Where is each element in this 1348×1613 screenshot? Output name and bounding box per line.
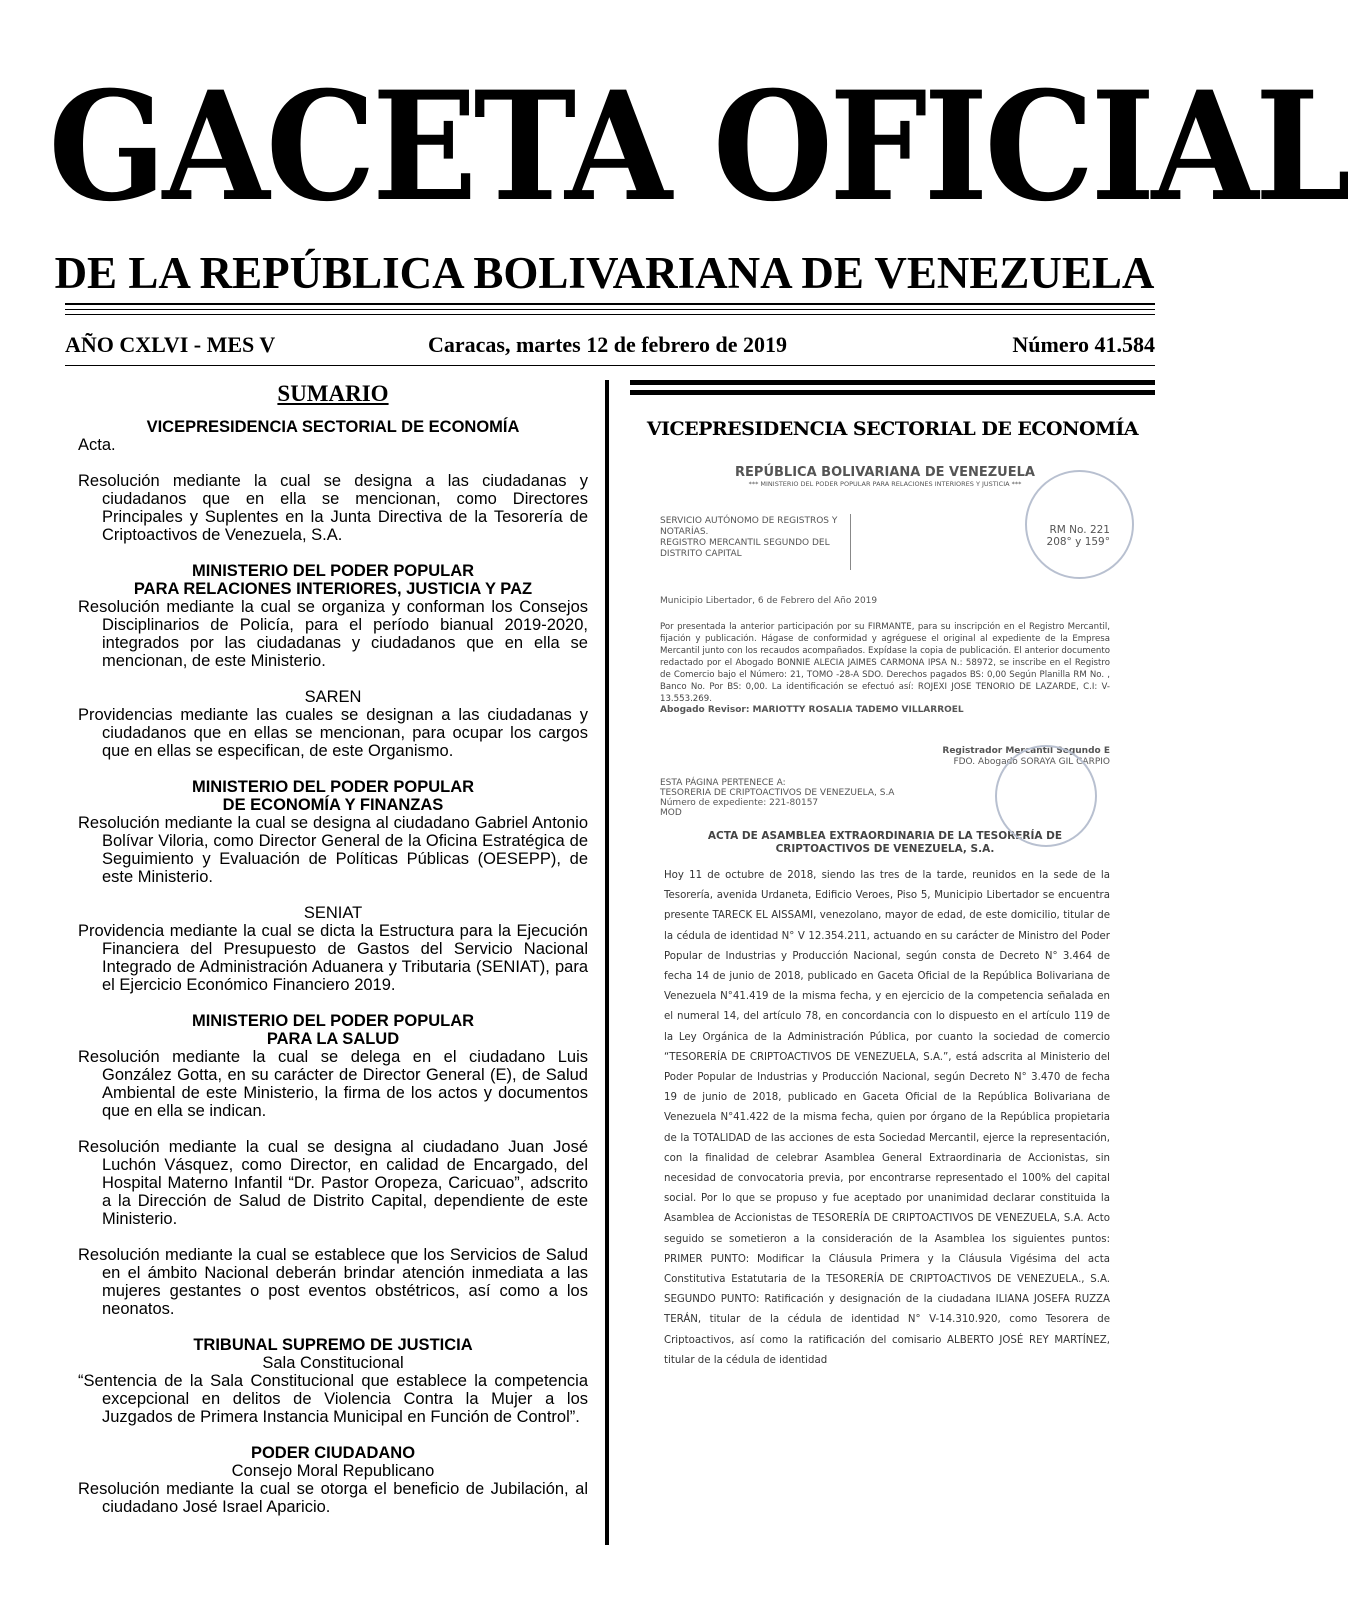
- belongs-line: MOD: [660, 808, 682, 818]
- sumario-section: [78, 1444, 588, 1516]
- section-title: TRIBUNAL SUPREMO DE JUSTICIA: [193, 1336, 473, 1354]
- sumario-item: Acta.: [78, 436, 116, 454]
- scan-registrar: Registrador Mercantil Segundo E: [942, 746, 1110, 756]
- acta-title-line: ACTA DE ASAMBLEA EXTRAORDINARIA DE LA TESORERÍA DE: [707, 830, 1063, 842]
- section-title: MINISTERIO DEL PODER POPULAR: [191, 1012, 475, 1030]
- column-divider: [605, 380, 609, 1545]
- scan-place-date: Municipio Libertador, 6 de Febrero del Año 2019: [660, 596, 878, 606]
- sumario-item: Providencia mediante la cual se dicta la Estructura para la Ejecución Financiera del Presupuesto de Gastos del Servicio Nacional Integrado de Administración Aduanera y Tributaria (SENIAT), para el Ejercicio Económico Financiero 2019.: [78, 922, 588, 994]
- registry-line: REGISTRO MERCANTIL SEGUNDO DEL: [660, 538, 830, 548]
- section-title: PARA LA SALUD: [266, 1030, 400, 1048]
- top-rule-thin: [65, 309, 1155, 310]
- sumario-section: [78, 904, 588, 994]
- scan-registrar-sign: FDO. Abogado SORAYA GIL CARPIO: [953, 757, 1110, 767]
- sumario-heading: SUMARIO: [277, 381, 389, 406]
- issue-date: Caracas, martes 12 de febrero de 2019: [428, 332, 788, 357]
- sumario-section: [78, 562, 588, 670]
- sumario-item: Resolución mediante la cual se designa a las ciudadanas y ciudadanos que en ella se mencionan, como Directores Principales y Suplentes en la Junta Directiva de la Tesorería de Criptoactivos de Venezuela, S.A.: [78, 472, 588, 544]
- sumario-item: Resolución mediante la cual se otorga el beneficio de Jubilación, al ciudadano José Israel Aparicio.: [78, 1480, 588, 1516]
- sumario-item: Resolución mediante la cual se delega en el ciudadano Luis González Gotta, en su carácter de Director General (E), de Salud Ambiental de este Ministerio, la firma de los actos y documentos que en ella se indican.: [78, 1048, 588, 1120]
- registry-divider: [850, 514, 851, 570]
- section-subtitle: Sala Constitucional: [262, 1354, 404, 1372]
- section-gap: [78, 1318, 588, 1336]
- section-title: PODER CIUDADANO: [250, 1444, 416, 1462]
- masthead-subtitle: DE LA REPÚBLICA BOLIVARIANA DE VENEZUELA: [54, 248, 1155, 298]
- belongs-line: Número de expediente: 221-80157: [660, 798, 819, 808]
- section-subtitle: Consejo Moral Republicano: [231, 1462, 435, 1480]
- sumario-section: [78, 1012, 588, 1318]
- sumario-item: Resolución mediante la cual se organiza y conforman los Consejos Disciplinarios de Policía, para el período bianual 2019-2020, integrados por las ciudadanas y ciudadanos que en ella se mencionan, de este Ministerio.: [78, 598, 588, 670]
- section-title: MINISTERIO DEL PODER POPULAR: [191, 778, 475, 796]
- section-title: VICEPRESIDENCIA SECTORIAL DE ECONOMÍA: [146, 418, 520, 436]
- section-gap: [78, 544, 588, 562]
- registry-seal-2: [995, 745, 1097, 847]
- sumario-item: “Sentencia de la Sala Constitucional que establece la competencia excepcional en delitos de Violencia Contra la Mujer a los Juzgados de Primera Instancia Municipal en Función de Control”.: [78, 1372, 588, 1426]
- scan-reviewer: Abogado Revisor: MARIOTTY ROSALIA TADEMO VILLARROEL: [660, 705, 964, 715]
- section-gap: [78, 1426, 588, 1444]
- right-section-title: VICEPRESIDENCIA SECTORIAL DE ECONOMÍA: [646, 418, 1139, 440]
- thick-bar: [630, 380, 1155, 385]
- thick-bar: [630, 390, 1155, 395]
- section-title: PARA RELACIONES INTERIORES, JUSTICIA Y PAZ: [133, 580, 533, 598]
- rm-years: 208° y 159°: [1046, 536, 1110, 548]
- registry-line: SERVICIO AUTÓNOMO DE REGISTROS Y: [660, 516, 838, 526]
- section-subtitle: SENIAT: [303, 904, 363, 922]
- sumario-section: [78, 688, 588, 760]
- sumario-item: Resolución mediante la cual se designa al ciudadano Juan José Luchón Vásquez, como Director, en calidad de Encargado, del Hospital Materno Infantil “Dr. Pastor Oropeza, Caricuao”, adscrito a la Dirección de Salud de Distrito Capital, dependiente de este Ministerio.: [78, 1138, 588, 1228]
- issue-info-bar: [65, 330, 1155, 360]
- item-gap: [78, 454, 588, 472]
- section-subtitle: SAREN: [304, 688, 362, 706]
- scan-ministry: *** MINISTERIO DEL PODER POPULAR PARA RELACIONES INTERIORES Y JUSTICIA ***: [748, 480, 1022, 488]
- registry-line: NOTARÍAS.: [660, 527, 709, 537]
- sumario-section: [78, 778, 588, 886]
- scan-acta-body: Hoy 11 de octubre de 2018, siendo las tres de la tarde, reunidos en la sede de la Tesorería, avenida Urdaneta, Edificio Veroes, Piso 5, Municipio Libertador se encuentra presente TARECK EL AISSAMI, venezolano, mayor de edad, de este domicilio, titular de la cédula de identidad N° V 12.354.211, actuando en su carácter de Ministro del Poder Popular de Industrias y Producción Nacional, según consta de Decreto N° 3.464 de fecha 14 de junio de 2018, publicado en Gaceta Oficial de la República Bolivariana de Venezuela N°41.419 de la misma fecha, y en ejercicio de la competencia señalada en el numeral 14, del artículo 78, en concordancia con lo dispuesto en el artículo 119 de la Ley Orgánica de la Administración Pública, por cuanto la sociedad de comercio “TESORERÍA DE CRIPTOACTIVOS DE VENEZUELA, S.A.”, está adscrita al Ministerio del Poder Popular de Industrias y Producción Nacional, según Decreto N° 3.470 de fecha 19 de junio de 2018, publicado en Gaceta Oficial de la República Bolivariana de Venezuela N°41.422 de la misma fecha, quien por órgano de la República propietaria de la TOTALIDAD de las acciones de esta Sociedad Mercantil, ejerce la representación, con la finalidad de celebrar Asamblea General Extraordinaria de Accionistas, sin necesidad de convocatoria previa, por encontrarse representado el 100% del capital social. Por lo que se propuso y fue aceptado por unanimidad declarar constituida la Asamblea de Accionistas de TESORERÍA DE CRIPTOACTIVOS DE VENEZUELA, S.A. Acto seguido se sometieron a la consideración de la Asamblea los siguientes puntos: PRIMER PUNTO: Modificar la Cláusula Primera y la Cláusula Vigésima del acta Constitutiva Estatutaria de la TESORERÍA DE CRIPTOACTIVOS DE VENEZUELA., S.A. SEGUNDO PUNTO: Ratificación y designación de la ciudadana ILIANA JOSEFA RUZZA TERÁN, titular de la cédula de identidad N° V-14.310.920, como Tesorera de Criptoactivos, así como la ratificación del comisario ALBERTO JOSÉ REY MARTÍNEZ, titular de la cédula de identidad: [664, 870, 1110, 1366]
- item-gap: [78, 1228, 588, 1246]
- top-rule: [65, 303, 1155, 305]
- scanned-document: [660, 465, 1110, 1371]
- issue-number: Número 41.584: [1012, 332, 1155, 357]
- masthead-title: GACETA OFICIAL: [48, 59, 1348, 235]
- item-gap: [78, 1120, 588, 1138]
- section-gap: [78, 886, 588, 904]
- right-column: [630, 380, 1155, 441]
- section-gap: [78, 760, 588, 778]
- scan-registry: [660, 516, 840, 560]
- section-gap: [78, 994, 588, 1012]
- registry-line: DISTRITO CAPITAL: [660, 549, 742, 559]
- year-month: AÑO CXLVI - MES V: [65, 332, 276, 357]
- acta-title-line: CRIPTOACTIVOS DE VENEZUELA, S.A.: [775, 843, 995, 855]
- info-rule: [65, 365, 1155, 366]
- belongs-line: TESORERIA DE CRIPTOACTIVOS DE VENEZUELA, S.A: [660, 788, 895, 798]
- registry-seal: [1025, 470, 1134, 579]
- section-gap: [78, 670, 588, 688]
- sumario-section: [78, 418, 588, 544]
- sumario-item: Resolución mediante la cual se establece que los Servicios de Salud en el ámbito Nacional deberán brindar atención inmediata a las mujeres gestantes o post eventos obstétricos, así como a los neonatos.: [78, 1246, 588, 1318]
- sumario-column: [78, 380, 588, 1516]
- section-title: MINISTERIO DEL PODER POPULAR: [191, 562, 475, 580]
- scan-registration-text: Por presentada la anterior participación por su FIRMANTE, para su inscripción en el Registro Mercantil, fijación y publicación. Hágase de conformidad y agréguese el original al expediente de la Empresa Mercantil junto con los recaudos acompañados. Expídase la copia de publicación. El anterior documento redactado por el Abogado BONNIE ALECIA JAIMES CARMONA IPSA N.: 58972, se inscribe en el Registro de Comercio bajo el Número: 21, TOMO -28-A SDO. Derechos pagados BS: 0,00 Según Planilla RM No. , Banco No. Por BS: 0,00. La identificación se efectuó así: ROJEXI JOSE TENORIO DE LAZARDE, C.I: V-13.553.269.: [660, 622, 1110, 704]
- section-title: DE ECONOMÍA Y FINANZAS: [222, 796, 444, 814]
- rm-number: RM No. 221: [1049, 524, 1110, 536]
- scan-header: REPÚBLICA BOLIVARIANA DE VENEZUELA: [735, 465, 1035, 480]
- sumario-item: Resolución mediante la cual se designa al ciudadano Gabriel Antonio Bolívar Viloria, como Director General de la Oficina Estratégica de Seguimiento y Evaluación de Políticas Públicas (OESEPP), de este Ministerio.: [78, 814, 588, 886]
- belongs-line: ESTA PÁGINA PERTENECE A:: [660, 778, 786, 788]
- sumario-section: [78, 1336, 588, 1426]
- top-rule-thin-2: [65, 314, 1155, 315]
- sumario-item: Providencias mediante las cuales se designan a las ciudadanas y ciudadanos que en ellas se mencionan, para ocupar los cargos que en ellas se especifican, de este Organismo.: [78, 706, 588, 760]
